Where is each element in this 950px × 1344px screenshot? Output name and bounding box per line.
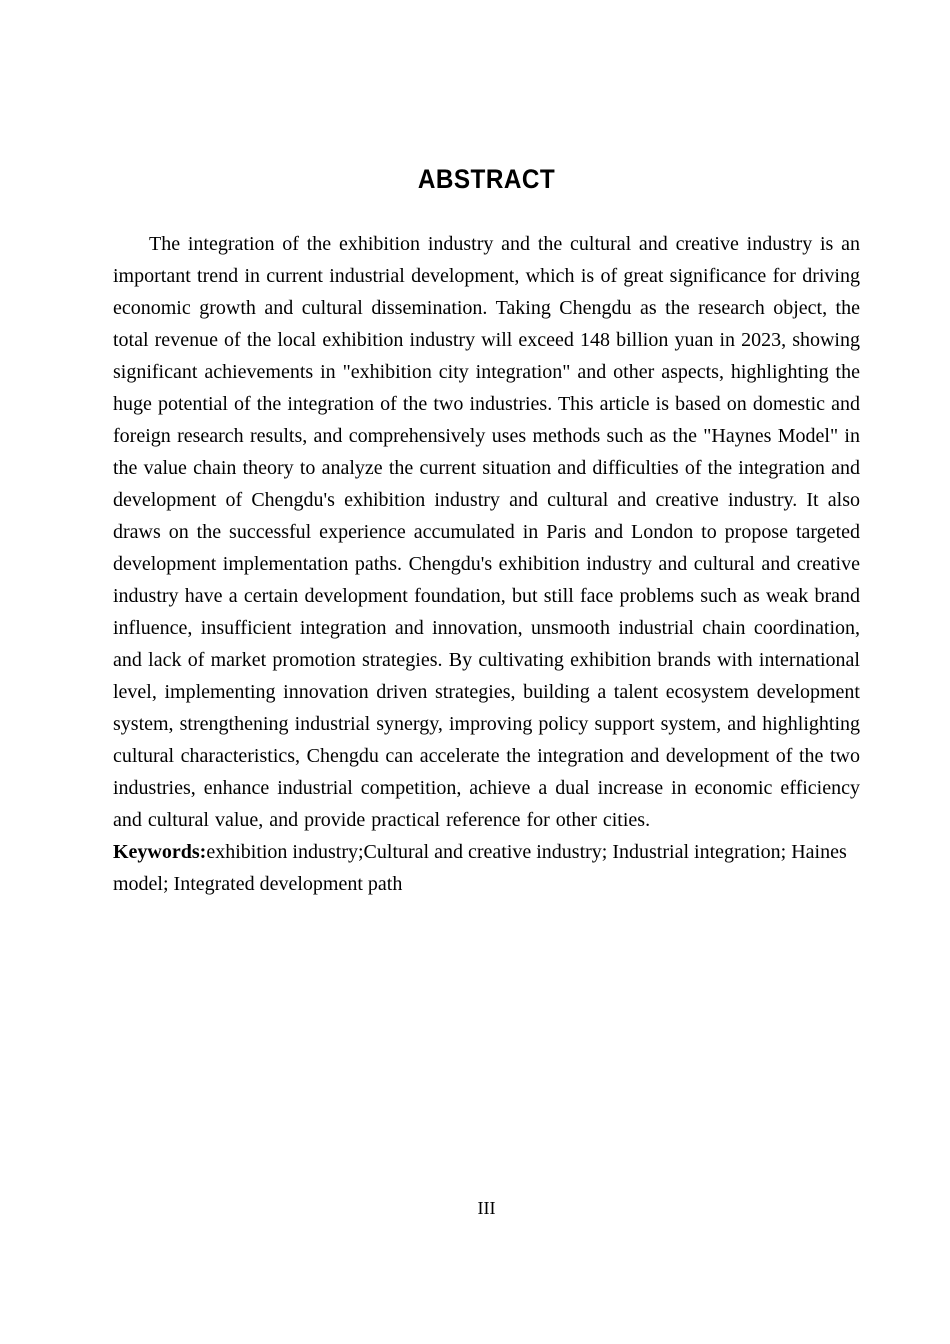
page-title: ABSTRACT	[417, 164, 556, 194]
page-number: III	[477, 1198, 496, 1218]
abstract-paragraph: The integration of the exhibition industry and the cultural and creative industry is an important trend in current industrial development, which is of great significance for driving economic growth and cultural dissemination. Taking Chengdu as the research object, the total revenue of the local exhibition industry will exceed 148 billion yuan in 2023, showing significant achievements in "exhibition city integration" and other aspects, highlighting the huge potential of the integration of the two industries. This article is based on domestic and foreign research results, and comprehensively uses methods such as the "Haynes Model" in the value chain theory to analyze the current situation and difficulties of the integration and development of Chengdu's exhibition industry and cultural and creative industry. It also draws on the successful experience accumulated in Paris and London to propose targeted development implementation paths. Chengdu's exhibition industry and cultural and creative industry have a certain development foundation, but still face problems such as weak brand influence, insufficient integration and innovation, unsmooth industrial chain coordination, and lack of market promotion strategies. By cultivating exhibition brands with international level, implementing innovation driven strategies, building a talent ecosystem development system, strengthening industrial synergy, improving policy support system, and highlighting cultural characteristics, Chengdu can accelerate the integration and development of the two industries, enhance industrial competition, achieve a dual increase in economic efficiency and cultural value, and provide practical reference for other cities.	[113, 233, 860, 831]
keywords-text: exhibition industry;Cultural and creative industry; Industrial integration; Haines model; Integrated development path	[113, 841, 847, 895]
keywords-paragraph	[113, 836, 860, 900]
keywords-label: Keywords:	[113, 841, 207, 863]
abstract-content	[113, 228, 860, 900]
